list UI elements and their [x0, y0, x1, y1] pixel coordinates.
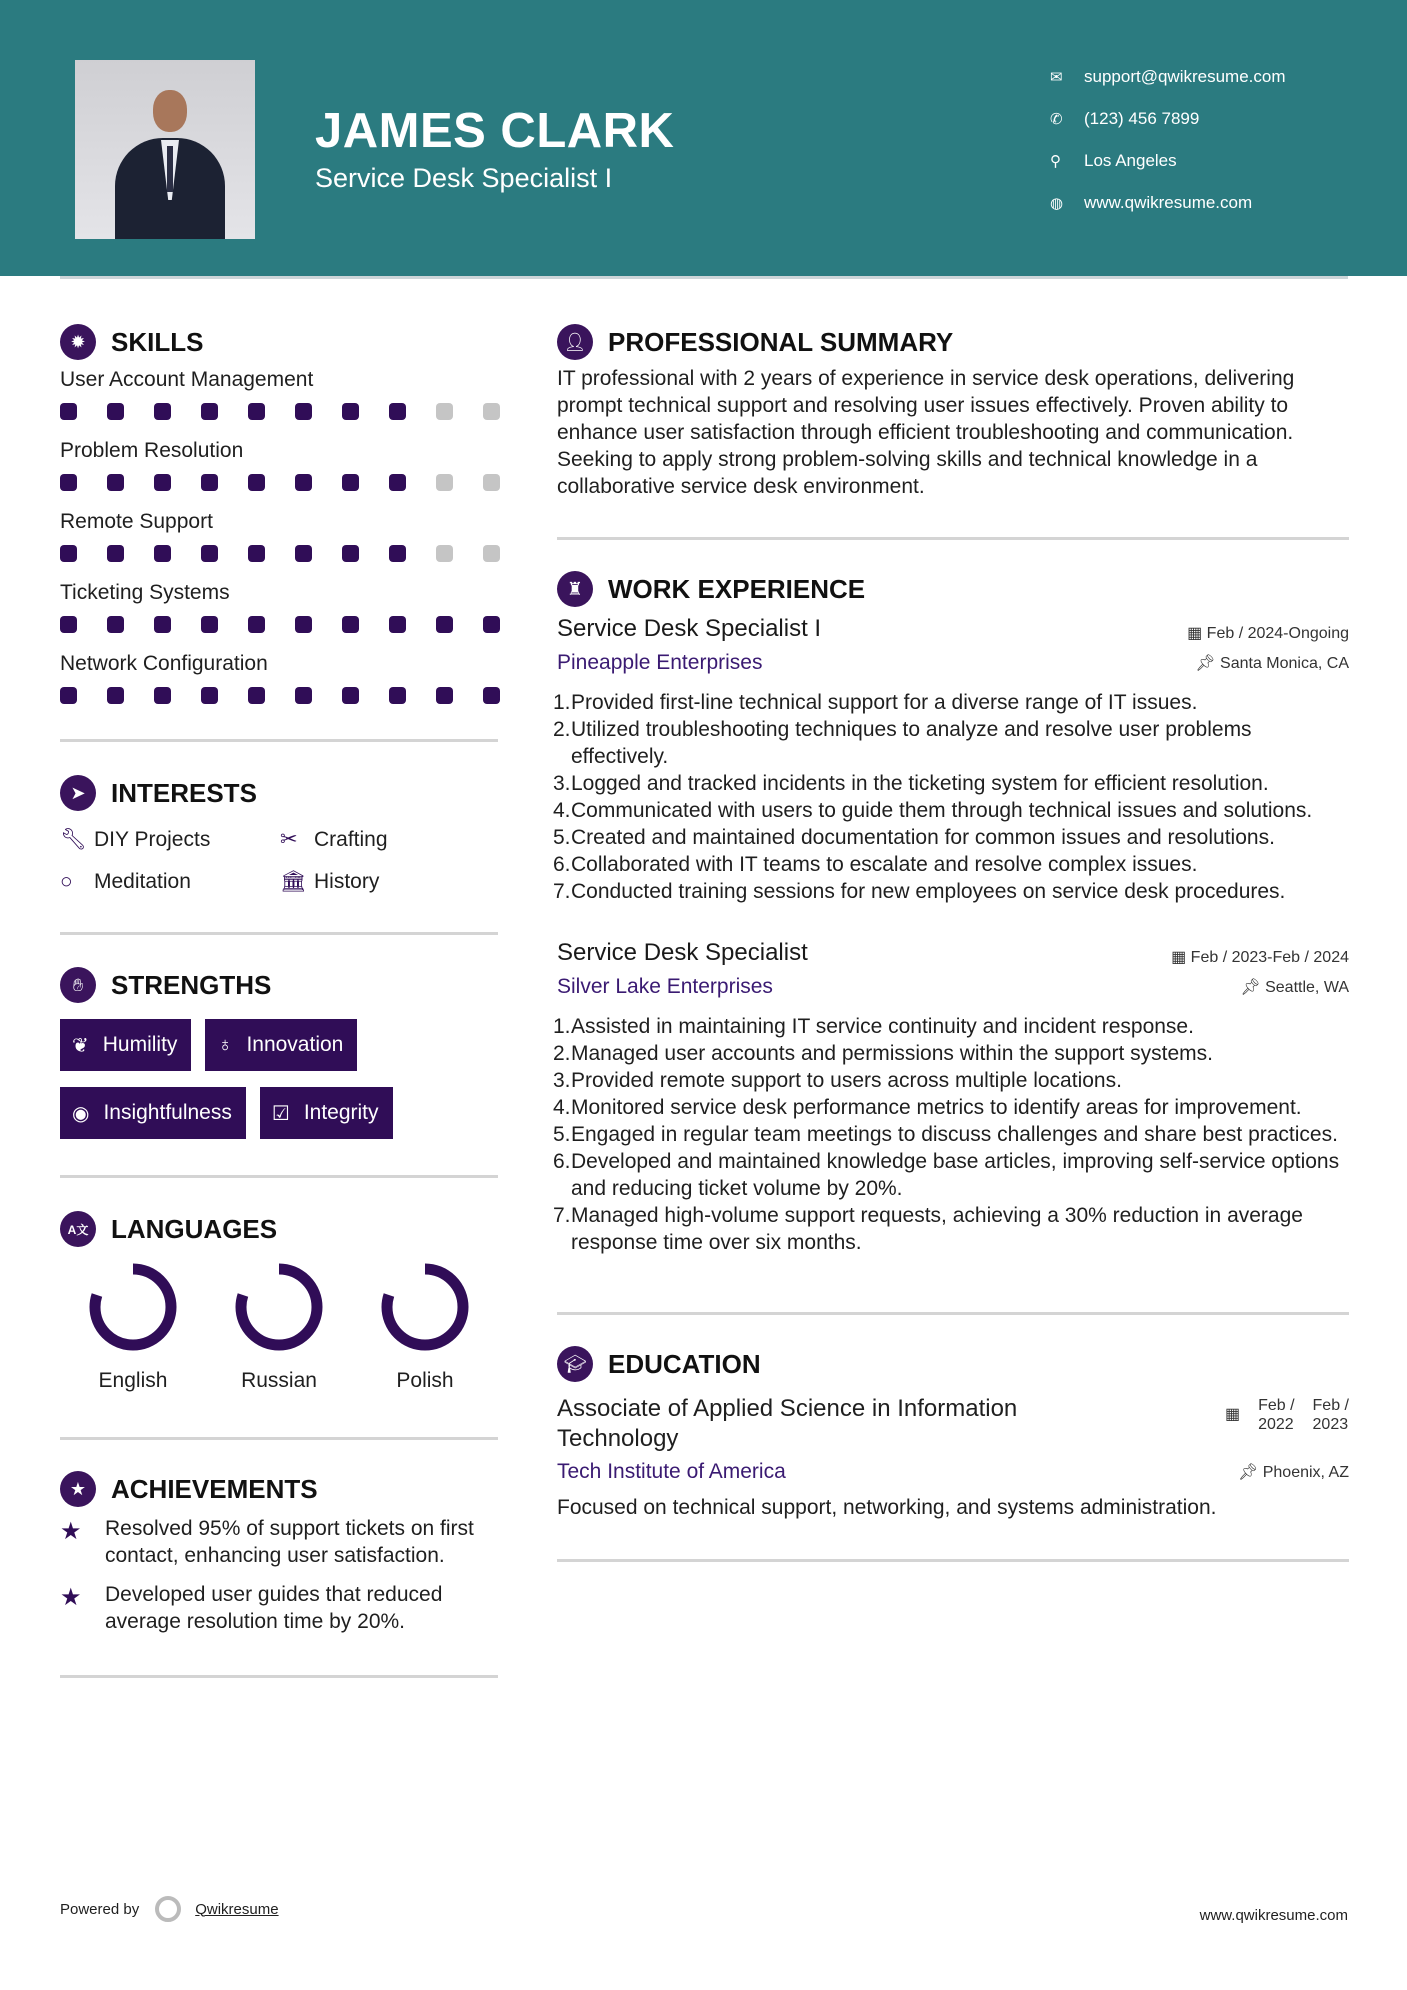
rating-dot-filled [60, 474, 77, 491]
star-icon: ★ [60, 1518, 82, 1545]
skill-rating [60, 403, 498, 423]
strength-label: Integrity [303, 1101, 379, 1124]
rating-dot-filled [342, 474, 359, 491]
bullet-text: Created and maintained documentation for common issues and resolutions. [571, 826, 1275, 849]
resume-header [0, 0, 1407, 276]
bullet-number: 4. [553, 799, 571, 822]
rating-dot-filled [201, 403, 218, 420]
language-progress-ring [379, 1261, 471, 1353]
interest-label: History [314, 870, 380, 893]
achievement-text: Resolved 95% of support tickets on first contact, enhancing user satisfaction. [105, 1517, 474, 1567]
bullet-text: Developed and maintained knowledge base articles, improving self-service options and reducing ticket volume by 20%. [571, 1150, 1340, 1200]
job-bullet [553, 1121, 1349, 1148]
strength-label: Innovation [246, 1033, 344, 1056]
strength-tag [205, 1019, 357, 1071]
strength-label: Humility [102, 1033, 178, 1056]
scissors-icon: ✂ [280, 828, 298, 851]
bullet-number: 7. [553, 1204, 571, 1227]
contact-location-text: Los Angeles [1084, 151, 1177, 170]
skill-name: Problem Resolution [60, 439, 244, 462]
skills-heading [60, 322, 498, 362]
user-icon: 👤︎ [557, 324, 593, 360]
rating-dot-filled [107, 403, 124, 420]
rating-dot-filled [154, 545, 171, 562]
museum-icon: 🏛︎ [280, 870, 307, 893]
language-name: English [98, 1369, 168, 1392]
education-location [1238, 1462, 1349, 1482]
bullet-text: Logged and tracked incidents in the ticketing system for efficient resolution. [571, 772, 1269, 795]
job-title: Service Desk Specialist [557, 939, 808, 966]
education-sub [557, 1460, 1349, 1484]
strength-label: Insightfulness [103, 1101, 232, 1124]
skill-rating [60, 474, 498, 494]
contact-website-text: www.qwikresume.com [1084, 193, 1253, 212]
skill-rating [60, 545, 498, 565]
language-name: Russian [241, 1369, 317, 1392]
language-item [352, 1261, 498, 1393]
job-bullet [553, 1013, 1349, 1040]
bullet-number: 3. [553, 1069, 571, 1092]
rating-dot-filled [60, 545, 77, 562]
education-start-year: 2022 [1258, 1416, 1294, 1433]
interests-title: INTERESTS [111, 777, 257, 808]
pin-icon: 📌︎ [1237, 1464, 1263, 1481]
education-end-month: Feb / [1312, 1397, 1349, 1414]
contact-list [1050, 56, 1286, 224]
languages-title: LANGUAGES [111, 1213, 278, 1244]
section-divider [557, 537, 1349, 540]
achievement-text: Developed user guides that reduced average resolution time by 20%. [105, 1583, 443, 1633]
bullet-number: 4. [553, 1096, 571, 1119]
language-progress-ring [233, 1261, 325, 1353]
rating-dot-filled [154, 687, 171, 704]
bullet-number: 5. [553, 826, 571, 849]
contact-website[interactable] [1050, 182, 1286, 224]
interest-item [280, 827, 490, 852]
language-name: Polish [396, 1369, 454, 1392]
bullet-text: Managed user accounts and permissions within the support systems. [571, 1042, 1213, 1065]
lightbulb-icon: ♁ [217, 1033, 233, 1056]
rating-dot-filled [201, 687, 218, 704]
job-location-text: Seattle, WA [1265, 979, 1349, 996]
interest-item [60, 827, 280, 852]
school-name: Tech Institute of America [557, 1460, 786, 1483]
job-bullet [553, 824, 1349, 851]
rating-dot-filled [154, 616, 171, 633]
bullet-text: Communicated with users to guide them through technical issues and solutions. [571, 799, 1313, 822]
rating-dot-filled [60, 403, 77, 420]
bullet-text: Utilized troubleshooting techniques to analyze and resolve user problems effectively. [571, 718, 1252, 768]
wrench-icon: 🔧︎ [60, 827, 87, 851]
rating-dot-filled [389, 545, 406, 562]
leaf-icon: ❦ [72, 1034, 89, 1057]
footer-url[interactable]: www.qwikresume.com [1199, 1907, 1348, 1924]
graduate-icon: 🎓︎ [557, 1346, 593, 1382]
bullet-number: 2. [553, 1042, 571, 1065]
education-end-year: 2023 [1312, 1416, 1349, 1433]
bullet-number: 7. [553, 880, 571, 903]
skill-rating [60, 616, 498, 636]
strength-tag [60, 1087, 246, 1139]
rating-dot-filled [295, 616, 312, 633]
bullet-text: Conducted training sessions for new employees on service desk procedures. [571, 880, 1286, 903]
rating-dot-filled [107, 545, 124, 562]
bullet-number: 3. [553, 772, 571, 795]
eye-icon: ◉ [72, 1102, 90, 1125]
bullet-number: 6. [553, 853, 571, 876]
interests-heading [60, 773, 498, 813]
lightbulb-icon: ✹ [60, 324, 96, 360]
pin-icon: 📌︎ [1195, 655, 1221, 672]
bullet-number: 1. [553, 691, 571, 714]
company-name: Silver Lake Enterprises [557, 975, 773, 998]
rating-dot-empty [483, 403, 500, 420]
interest-label: Meditation [94, 870, 191, 893]
phone-icon: ✆ [1050, 111, 1063, 128]
education-dates [1225, 1396, 1349, 1434]
rating-dot-filled [295, 474, 312, 491]
job-bullet [553, 1202, 1349, 1256]
education-entry [557, 1394, 1349, 1454]
brand-link[interactable]: Qwikresume [195, 1900, 279, 1918]
summary-title: PROFESSIONAL SUMMARY [608, 326, 954, 357]
bullet-text: Engaged in regular team meetings to discuss challenges and share best practices. [571, 1123, 1338, 1146]
envelope-icon: ✉ [1050, 69, 1063, 86]
rating-dot-filled [154, 403, 171, 420]
achievement-item [60, 1515, 498, 1569]
interests-list [60, 827, 498, 894]
section-divider [60, 1175, 498, 1178]
section-divider [557, 1312, 1349, 1315]
languages-heading [60, 1209, 498, 1249]
contact-email[interactable] [1050, 56, 1286, 98]
qwikresume-logo-icon [155, 1896, 181, 1922]
skill-name: Remote Support [60, 510, 213, 533]
rating-dot-filled [107, 616, 124, 633]
rating-dot-filled [107, 474, 124, 491]
job-bullet [553, 716, 1349, 770]
job-bullet [553, 1067, 1349, 1094]
bullet-number: 2. [553, 718, 571, 741]
skill-name: User Account Management [60, 368, 314, 391]
education-end [1313, 1396, 1349, 1434]
job-bullet [553, 1148, 1349, 1202]
rating-dot-filled [248, 616, 265, 633]
company-name: Pineapple Enterprises [557, 651, 763, 674]
language-item [206, 1261, 352, 1393]
education-description: Focused on technical support, networking, and systems administration. [557, 1496, 1217, 1519]
rating-dot-filled [436, 687, 453, 704]
calendar-icon: ▦ [1187, 625, 1207, 642]
right-column [553, 322, 1349, 1562]
rating-dot-filled [248, 403, 265, 420]
bullet-text: Provided remote support to users across multiple locations. [571, 1069, 1122, 1092]
contact-phone[interactable] [1050, 98, 1286, 140]
job-bullet [553, 797, 1349, 824]
interest-item [280, 870, 490, 894]
star-badge-icon: ★ [60, 1471, 96, 1507]
job-sub [557, 975, 1349, 999]
job-bullets [553, 689, 1349, 905]
job-bullet [553, 1040, 1349, 1067]
job-bullet [553, 1094, 1349, 1121]
contact-phone-text: (123) 456 7899 [1084, 109, 1200, 128]
rating-dot-filled [342, 616, 359, 633]
language-item [60, 1261, 206, 1393]
skill-name: Network Configuration [60, 652, 268, 675]
rating-dot-filled [60, 687, 77, 704]
interest-label: DIY Projects [94, 827, 211, 851]
job-head [557, 615, 1349, 643]
rating-dot-filled [295, 687, 312, 704]
strengths-list [60, 1019, 498, 1139]
check-square-icon: ☑ [271, 1102, 290, 1125]
star-icon: ★ [60, 1584, 82, 1611]
education-start-month: Feb / [1258, 1397, 1295, 1414]
rating-dot-filled [248, 545, 265, 562]
rating-dot-empty [436, 545, 453, 562]
candidate-name: JAMES CLARK [315, 104, 675, 158]
degree-title: Associate of Applied Science in Information Technology [557, 1395, 1018, 1452]
job-date-text: Feb / 2024-Ongoing [1206, 625, 1349, 642]
job-sub [557, 651, 1349, 675]
rating-dot-filled [295, 403, 312, 420]
job-date [1171, 947, 1349, 967]
education-start [1258, 1396, 1294, 1434]
rating-dot-filled [389, 687, 406, 704]
rating-dot-filled [154, 474, 171, 491]
section-divider [60, 1437, 498, 1440]
section-divider [557, 1559, 1349, 1562]
bullet-text: Provided first-line technical support for a diverse range of IT issues. [571, 691, 1198, 714]
job-bullet [553, 689, 1349, 716]
contact-location [1050, 140, 1286, 182]
rating-dot-filled [107, 687, 124, 704]
strength-tag [260, 1087, 393, 1139]
footer-powered-by [60, 1896, 279, 1922]
job-entry [553, 939, 1349, 1256]
achievements-heading [60, 1469, 498, 1509]
experience-title: WORK EXPERIENCE [608, 573, 866, 604]
section-divider [60, 739, 498, 742]
job-location-text: Santa Monica, CA [1220, 655, 1349, 672]
rating-dot-filled [248, 474, 265, 491]
achievement-item [60, 1581, 498, 1635]
job-title: Service Desk Specialist I [557, 615, 822, 642]
rating-dot-filled [201, 474, 218, 491]
jobs-list [553, 615, 1349, 1256]
bullet-text: Monitored service desk performance metrics to identify areas for improvement. [571, 1096, 1302, 1119]
pin-icon: 📌︎ [1240, 979, 1266, 996]
job-entry [553, 615, 1349, 905]
office-chair-icon: ♜ [557, 571, 593, 607]
bullet-text: Assisted in maintaining IT service continuity and incident response. [571, 1015, 1194, 1038]
calendar-icon: ▦ [1171, 949, 1191, 966]
bullet-number: 5. [553, 1123, 571, 1146]
job-location [1240, 977, 1349, 997]
rating-dot-empty [436, 474, 453, 491]
skills-title: SKILLS [111, 326, 204, 357]
job-bullets [553, 1013, 1349, 1256]
section-divider [60, 1675, 498, 1678]
bullet-number: 6. [553, 1150, 571, 1173]
left-column [60, 322, 498, 1678]
languages-list [60, 1261, 498, 1393]
calendar-icon: ▦ [1224, 1406, 1241, 1423]
rating-dot-filled [201, 616, 218, 633]
strengths-title: STRENGTHS [111, 969, 272, 1000]
job-bullet [553, 851, 1349, 878]
strength-tag [60, 1019, 191, 1071]
rating-dot-empty [483, 545, 500, 562]
skill-name: Ticketing Systems [60, 581, 230, 604]
job-bullet [553, 878, 1349, 905]
education-location-text: Phoenix, AZ [1262, 1464, 1349, 1481]
rating-dot-filled [483, 687, 500, 704]
rating-dot-filled [60, 616, 77, 633]
rating-dot-filled [201, 545, 218, 562]
contact-email-text: support@qwikresume.com [1084, 67, 1286, 86]
rating-dot-filled [436, 616, 453, 633]
circle-icon: ○ [60, 870, 73, 893]
skill-rating [60, 687, 498, 707]
rating-dot-filled [342, 545, 359, 562]
rating-dot-filled [389, 616, 406, 633]
job-head [557, 939, 1349, 967]
map-pin-icon: ⚲ [1050, 153, 1061, 170]
job-location [1195, 653, 1349, 673]
strengths-heading [60, 965, 498, 1005]
experience-heading [557, 569, 1349, 609]
rating-dot-filled [389, 474, 406, 491]
rating-dot-empty [436, 403, 453, 420]
education-title: EDUCATION [608, 1348, 761, 1379]
job-date-text: Feb / 2023-Feb / 2024 [1190, 949, 1349, 966]
profile-photo [75, 60, 255, 239]
bullet-text: Managed high-volume support requests, achieving a 30% reduction in average response time over six months. [571, 1204, 1303, 1254]
candidate-title: Service Desk Specialist I [315, 163, 613, 193]
education-heading [557, 1344, 1349, 1384]
achievements-title: ACHIEVEMENTS [111, 1473, 318, 1504]
rating-dot-empty [483, 474, 500, 491]
interest-item [60, 870, 280, 894]
rating-dot-filled [342, 403, 359, 420]
bullet-number: 1. [553, 1015, 571, 1038]
bullet-text: Collaborated with IT teams to escalate and resolve complex issues. [571, 853, 1198, 876]
job-date [1187, 623, 1349, 643]
interest-label: Crafting [314, 827, 388, 851]
skills-list [60, 368, 498, 707]
job-bullet [553, 770, 1349, 797]
summary-text: IT professional with 2 years of experience in service desk operations, delivering prompt technical support and resolving user issues effectively. Proven ability to enhance user satisfaction through efficient troubleshooting and communication. Seeking to apply strong problem-solving skills and technical knowledge in a collaborative service desk environment. [557, 367, 1295, 498]
rating-dot-filled [389, 403, 406, 420]
section-divider [60, 932, 498, 935]
rating-dot-filled [342, 687, 359, 704]
powered-by-label: Powered by [60, 1900, 140, 1918]
rating-dot-filled [248, 687, 265, 704]
summary-heading [557, 322, 1349, 362]
rating-dot-filled [295, 545, 312, 562]
globe-icon: ◍ [1050, 195, 1064, 212]
language-icon: A文 [60, 1211, 96, 1247]
header-divider [60, 276, 1348, 279]
rating-dot-filled [483, 616, 500, 633]
hand-icon: ✋︎ [60, 967, 96, 1003]
language-progress-ring [87, 1261, 179, 1353]
paper-plane-icon: ➤ [60, 775, 96, 811]
